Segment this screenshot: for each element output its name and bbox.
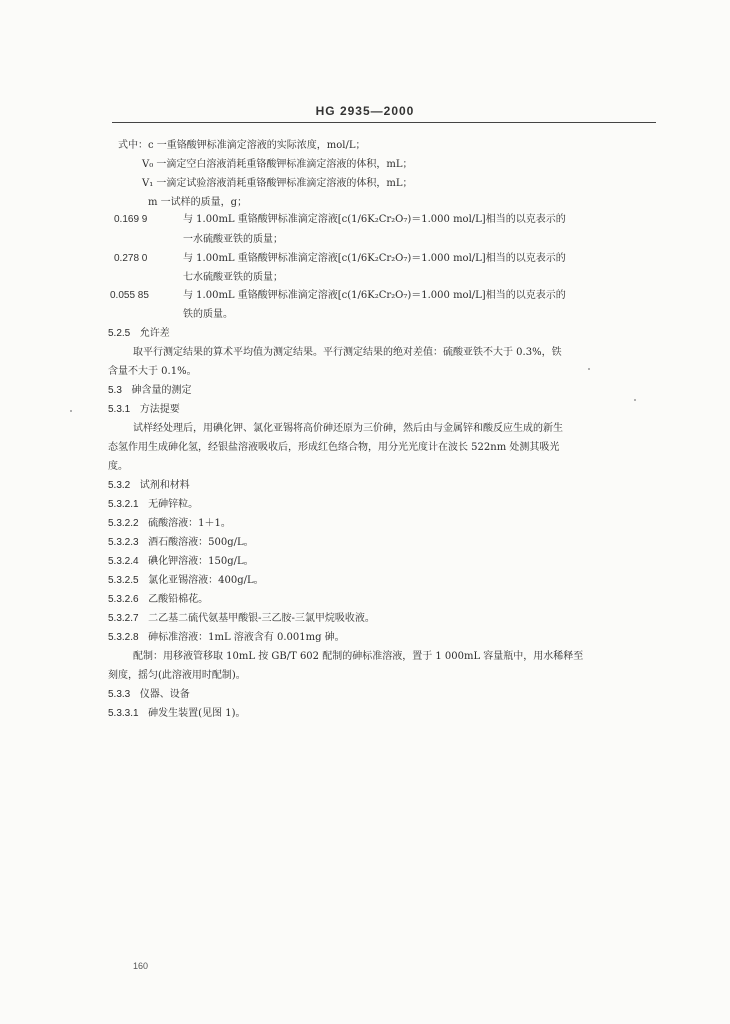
list-item (108, 708, 245, 720)
section-title: 允许差 (139, 328, 170, 339)
item-text: 碘化钾溶液：150g/L。 (148, 556, 254, 567)
formula-text: 一滴定空白溶液消耗重铬酸钾标准滴定溶液的体积，mL； (156, 159, 413, 170)
formula-symbol: V₀ (142, 159, 154, 170)
constant-desc-line1: 与 1.00mL 重铬酸钾标准滴定溶液[c(1/6K₂Cr₂O₇)＝1.000 mol/L]相当的以克表示的 (183, 253, 566, 264)
item-text: 乙酸铅棉花。 (148, 594, 209, 605)
scan-speck (70, 410, 72, 412)
section-heading-5-3 (108, 385, 191, 397)
item-text: 无砷锌粒。 (148, 499, 199, 510)
item-text: 酒石酸溶液：500g/L。 (148, 537, 254, 548)
header-rule (112, 122, 656, 123)
item-text: 二乙基二硫代氨基甲酸银-三乙胺-三氯甲烷吸收液。 (148, 613, 375, 624)
section-heading-5-3-1 (108, 404, 180, 416)
item-text: 砷标准溶液：1mL 溶液含有 0.001mg 砷。 (148, 632, 345, 643)
item-number: 5.3.2.5 (108, 575, 139, 586)
page-number: 160 (133, 961, 149, 971)
item-number: 5.3.2.8 (108, 632, 139, 643)
list-item (108, 537, 254, 549)
section-number: 5.3.1 (108, 404, 131, 415)
section-heading-5-3-2 (108, 480, 190, 492)
constant-desc-line1: 与 1.00mL 重铬酸钾标准滴定溶液[c(1/6K₂Cr₂O₇)＝1.000 mol/L]相当的以克表示的 (183, 290, 566, 301)
paragraph-line: 度。 (108, 461, 128, 472)
item-number: 5.3.2.2 (108, 518, 139, 529)
list-item (108, 499, 198, 511)
paragraph-line: 试样经处理后，用碘化钾、氯化亚锡将高价砷还原为三价砷，然后由与金属锌和酸反应生成的新生 (133, 423, 563, 434)
list-item (108, 632, 345, 644)
item-text: 氯化亚锡溶液：400g/L。 (148, 575, 264, 586)
item-number: 5.3.2.1 (108, 499, 139, 510)
section-number: 5.3.2 (108, 480, 131, 491)
formula-text: 一试样的质量，g； (160, 197, 248, 208)
item-text: 砷发生装置(见图 1)。 (148, 708, 246, 719)
section-heading-5-2-5 (108, 328, 170, 340)
section-number: 5.3.3 (108, 689, 131, 700)
formula-def-c (118, 140, 366, 152)
list-item (108, 594, 208, 606)
item-text: 硫酸溶液：1＋1。 (148, 518, 231, 529)
constant-desc-line2: 七水硫酸亚铁的质量； (183, 272, 283, 283)
scan-speck (634, 399, 636, 401)
constant-desc-line2: 铁的质量。 (183, 309, 233, 320)
formula-text: 一重铬酸钾标准滴定溶液的实际浓度，mol/L； (156, 140, 366, 151)
paragraph-line: 含量不大于 0.1%。 (108, 366, 197, 377)
paragraph-line: 态氢作用生成砷化氢，经银盐溶液吸收后，形成红色络合物，用分光光度计在波长 522nm 处测其吸光 (108, 442, 560, 453)
formula-symbol: V₁ (142, 178, 154, 189)
section-heading-5-3-3 (108, 689, 190, 701)
list-item (108, 518, 231, 530)
section-number: 5.2.5 (108, 328, 131, 339)
formula-text: 一滴定试验溶液消耗重铬酸钾标准滴定溶液的体积，mL； (156, 178, 413, 189)
constant-value: 0.169 9 (114, 214, 148, 225)
formula-def-v1 (142, 178, 413, 190)
section-title: 方法提要 (139, 404, 180, 415)
item-number: 5.3.3.1 (108, 708, 139, 719)
standard-code-header: HG 2935—2000 (315, 104, 415, 118)
formula-def-v0 (142, 159, 413, 171)
constant-desc-line1: 与 1.00mL 重铬酸钾标准滴定溶液[c(1/6K₂Cr₂O₇)＝1.000 mol/L]相当的以克表示的 (183, 214, 566, 225)
item-number: 5.3.2.7 (108, 613, 139, 624)
constant-desc-line2: 一水硫酸亚铁的质量； (183, 234, 283, 245)
scan-speck (588, 368, 590, 370)
section-title: 试剂和材料 (139, 480, 190, 491)
section-title: 仪器、设备 (139, 689, 190, 700)
formula-symbol: m (148, 197, 158, 208)
constant-value: 0.055 85 (110, 290, 149, 301)
paragraph-line: 刻度，摇匀(此溶液用时配制)。 (108, 670, 246, 681)
section-number: 5.3 (108, 385, 122, 396)
constant-value: 0.278 0 (114, 253, 148, 264)
section-title: 砷含量的测定 (131, 385, 192, 396)
item-number: 5.3.2.6 (108, 594, 139, 605)
formula-symbol: 式中：c (118, 140, 154, 151)
list-item (108, 575, 264, 587)
list-item (108, 556, 254, 568)
item-number: 5.3.2.4 (108, 556, 139, 567)
paragraph-line: 取平行测定结果的算术平均值为测定结果。平行测定结果的绝对差值：硫酸亚铁不大于 0.3%，铁 (133, 347, 562, 358)
formula-def-m (148, 197, 247, 209)
item-number: 5.3.2.3 (108, 537, 139, 548)
list-item (108, 613, 375, 625)
paragraph-line: 配制：用移液管移取 10mL 按 GB/T 602 配制的砷标准溶液，置于 1 000mL 容量瓶中，用水稀释至 (133, 651, 584, 662)
